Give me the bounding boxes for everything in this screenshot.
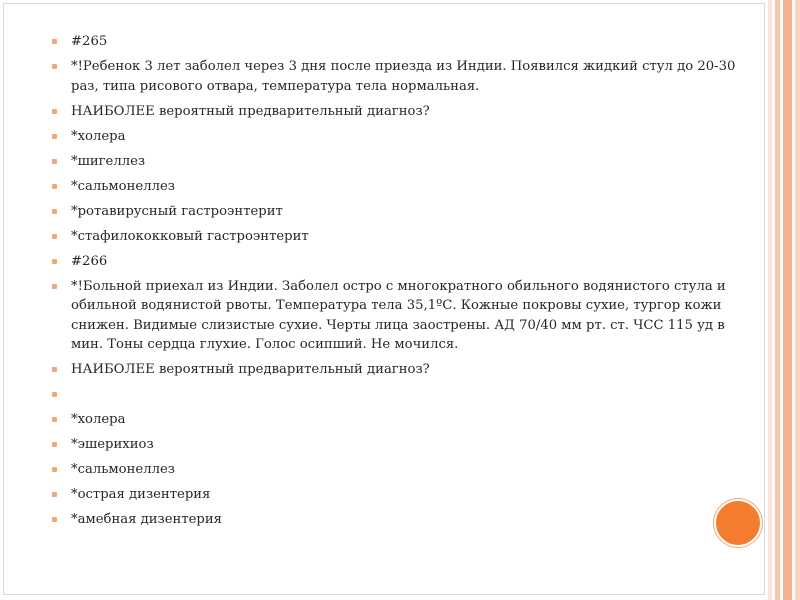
- bullet-icon: [52, 492, 57, 497]
- list-item-text: *эшерихиоз: [71, 437, 154, 452]
- bullet-icon: [52, 184, 57, 189]
- bullet-icon: [52, 64, 57, 69]
- list-item-text: *сальмонеллез: [71, 178, 175, 194]
- list-item-text: *холера: [71, 412, 126, 427]
- decorative-stripes: [768, 0, 800, 600]
- list-item: [52, 385, 752, 405]
- bullet-icon: [52, 284, 57, 289]
- list-item-text: *острая дизентерия: [71, 487, 211, 502]
- bullet-icon: [52, 259, 57, 264]
- bullet-icon: [52, 392, 57, 397]
- bullet-icon: [52, 442, 57, 447]
- list-item: [52, 252, 752, 272]
- slide-content: [52, 32, 752, 535]
- bullet-icon: [52, 134, 57, 139]
- bullet-icon: [52, 209, 57, 214]
- list-item-text: *!Ребенок 3 лет заболел через 3 дня после приезда из Индии. Появился жидкий стул до 20-30 раз, типа рисового отвара, температура тела нормальная.: [71, 59, 736, 94]
- list-item: [52, 202, 752, 222]
- bullet-icon: [52, 39, 57, 44]
- list-item-text: *сальмонеллез: [71, 462, 175, 477]
- list-item-text: НАИБОЛЕЕ вероятный предварительный диагноз?: [71, 103, 430, 119]
- list-item: [52, 410, 752, 430]
- bullet-icon: [52, 109, 57, 114]
- list-item-text: *стафилококковый гастроэнтерит: [71, 228, 309, 244]
- list-item-text: *ротавирусный гастроэнтерит: [71, 203, 283, 219]
- list-item-text: НАИБОЛЕЕ вероятный предварительный диагноз?: [71, 362, 430, 377]
- bullet-icon: [52, 159, 57, 164]
- list-item: [52, 152, 752, 172]
- list-item: [52, 360, 752, 380]
- list-item: [52, 510, 752, 530]
- bullet-icon: [52, 234, 57, 239]
- list-item: [52, 227, 752, 247]
- list-item: [52, 127, 752, 147]
- list-item-text: *амебная дизентерия: [71, 512, 222, 527]
- list-item-text: *!Больной приехал из Индии. Заболел остро с многократного обильного водянистого стула и обильной водянистой рвоты. Температура тела 35,1ºС. Кожные покровы сухие, тургор кожи снижен. Видимые слизистые сухие. Черты лица заострены. АД 70/40 мм рт. ст. ЧСС 115 уд в мин. Тоны сердца глухие. Голос осипший. Не мочился.: [71, 278, 726, 352]
- list-item: [52, 57, 752, 96]
- list-item-text: #266: [71, 253, 108, 269]
- list-item-text: *шигеллез: [71, 153, 146, 169]
- stripe: [783, 0, 792, 600]
- list-item-text: #265: [71, 34, 108, 49]
- bullet-icon: [52, 467, 57, 472]
- list-item: [52, 485, 752, 505]
- bullet-icon: [52, 517, 57, 522]
- list-item-text: *холера: [71, 128, 126, 144]
- list-item: [52, 277, 752, 355]
- list-item: [52, 435, 752, 455]
- stripe: [795, 0, 800, 600]
- list-item: [52, 102, 752, 122]
- bullet-icon: [52, 367, 57, 372]
- bullet-icon: [52, 417, 57, 422]
- list-item: [52, 460, 752, 480]
- list-item: [52, 32, 752, 52]
- list-item: [52, 177, 752, 197]
